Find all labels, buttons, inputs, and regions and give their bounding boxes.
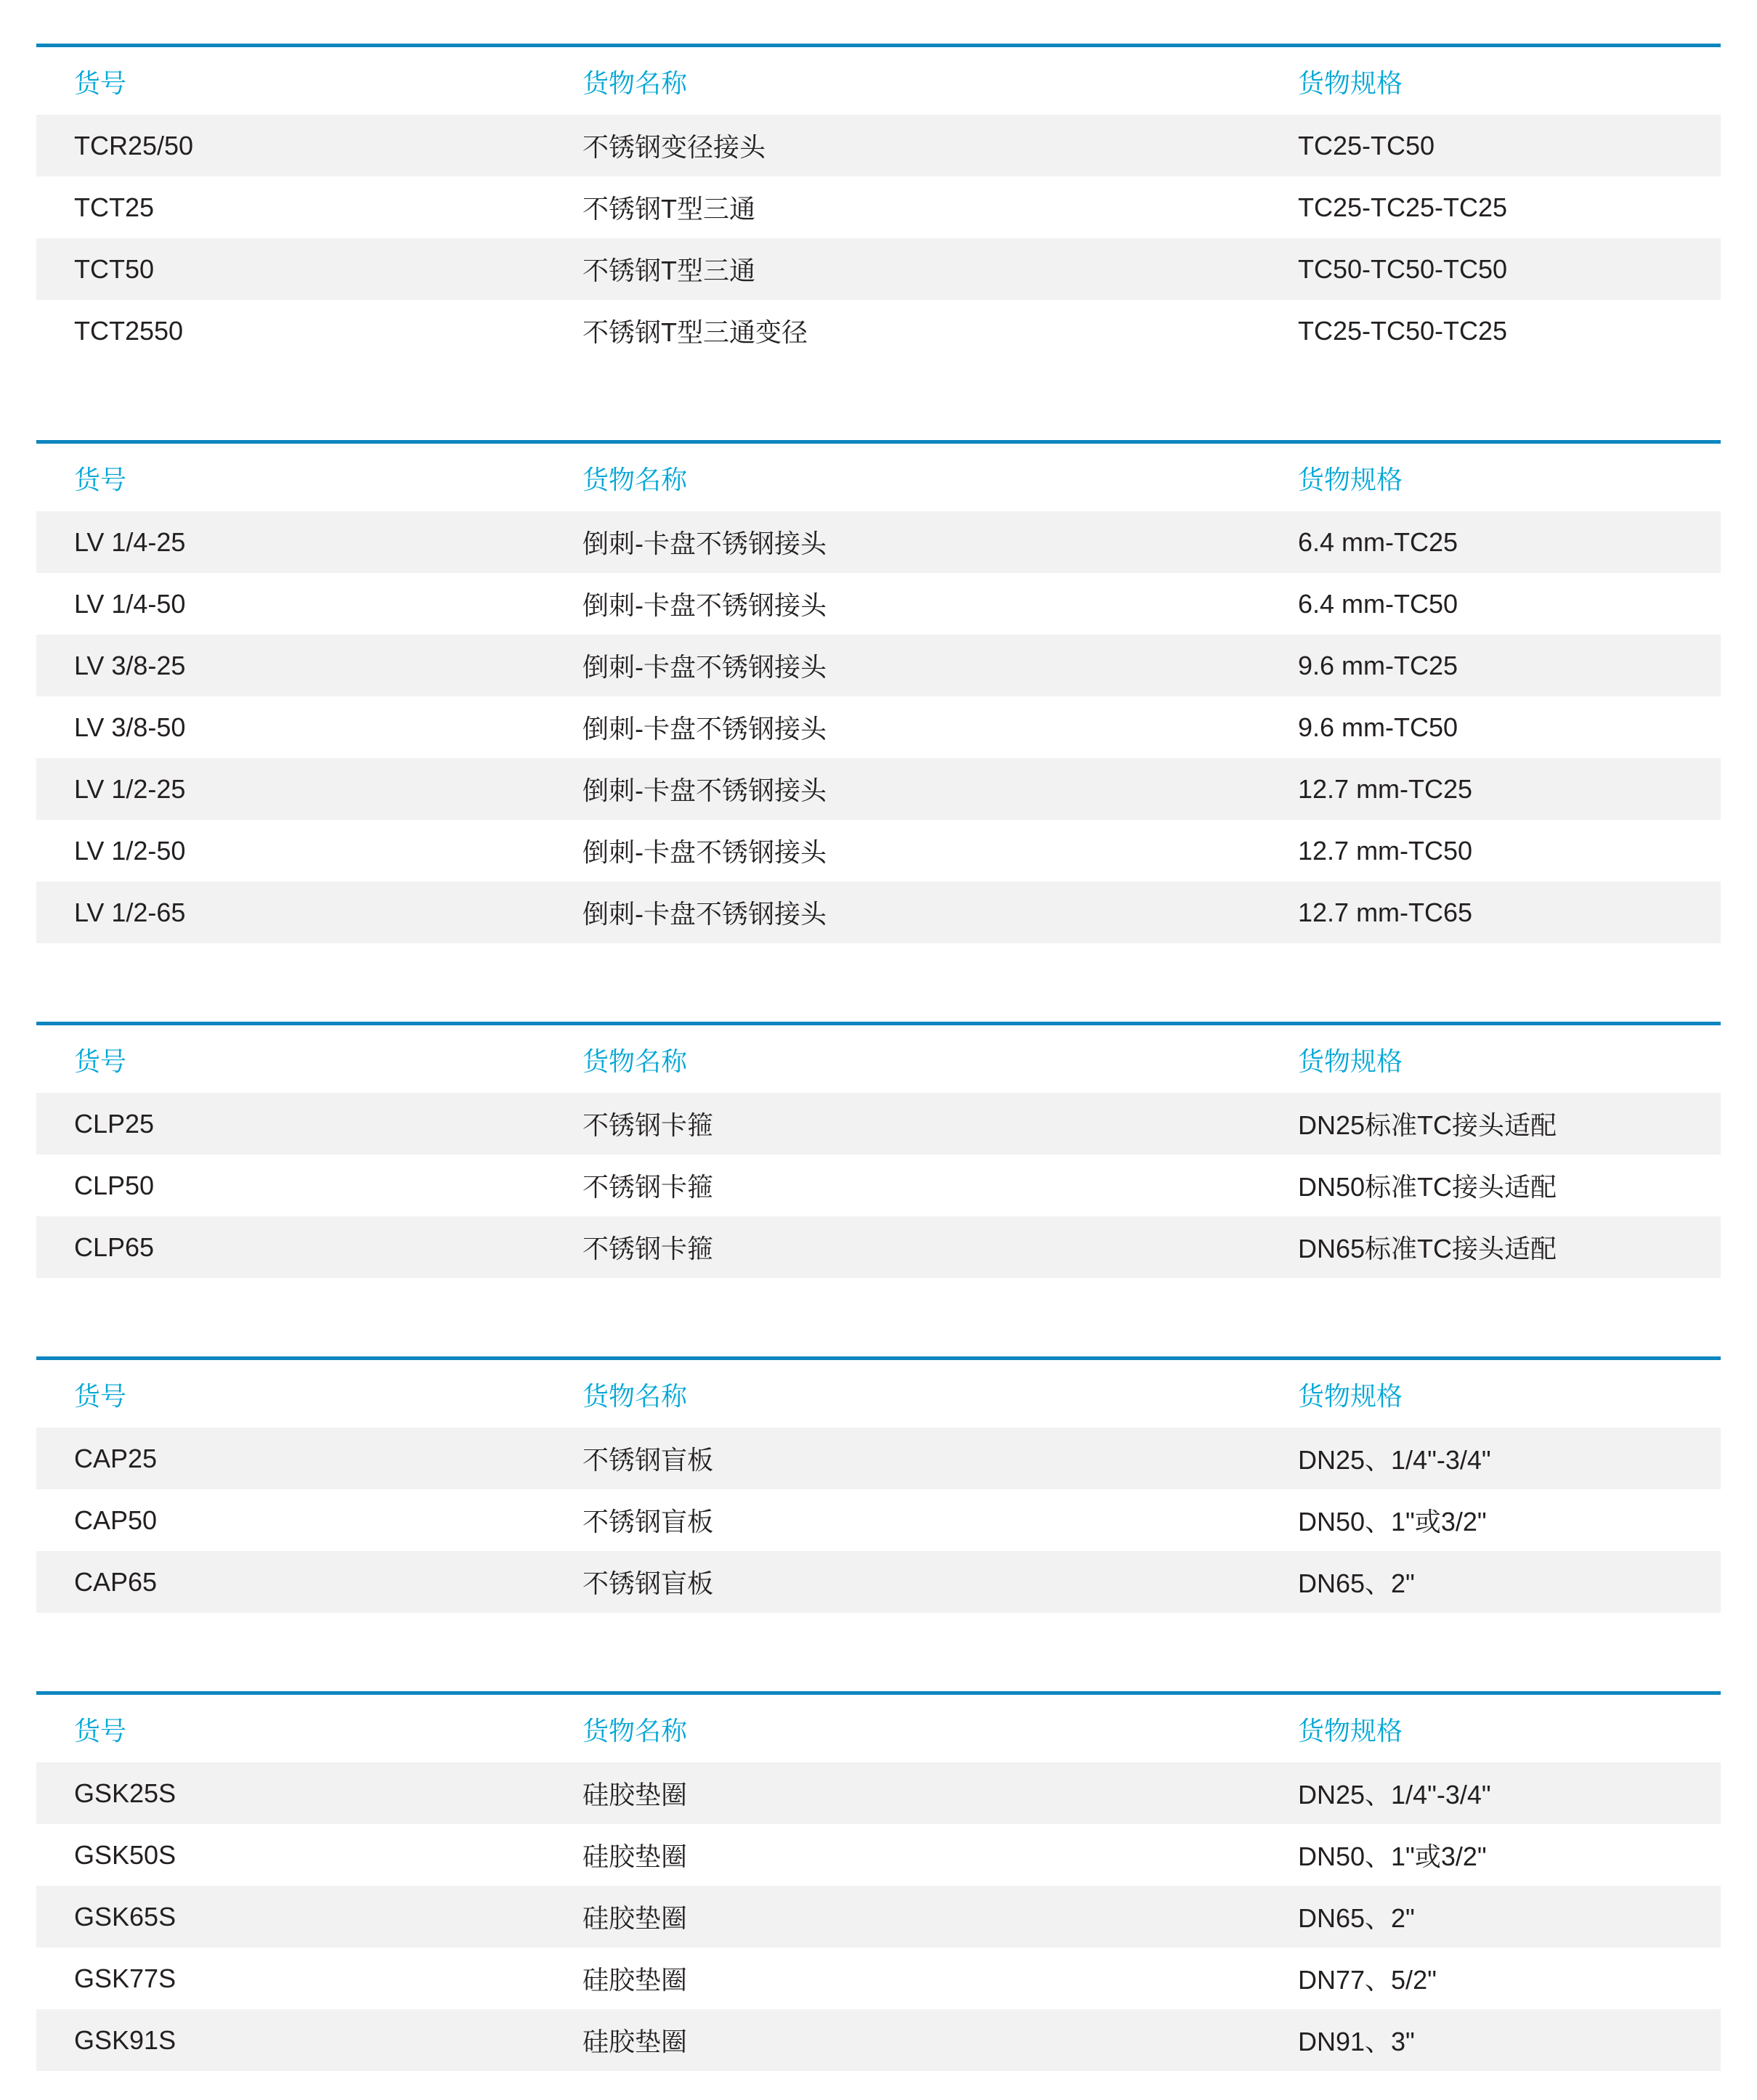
cell-item-name: 不锈钢卡箍: [545, 1155, 1260, 1216]
table-body: [36, 511, 1721, 943]
cell-item-name: 倒刺-卡盘不锈钢接头: [545, 573, 1260, 635]
cell-item-spec: 12.7 mm-TC50: [1260, 820, 1721, 882]
table-header: [36, 1691, 1721, 1762]
cell-item-spec: DN77、5/2": [1260, 1948, 1721, 2009]
column-header: 货物规格: [1260, 444, 1721, 511]
cell-item-spec: DN50标准TC接头适配: [1260, 1155, 1721, 1216]
cell-item-spec: 6.4 mm-TC25: [1260, 511, 1721, 573]
cell-item-code: GSK65S: [36, 1886, 545, 1948]
cell-item-spec: 9.6 mm-TC25: [1260, 635, 1721, 696]
cell-item-name: 倒刺-卡盘不锈钢接头: [545, 882, 1260, 943]
cell-item-name: 硅胶垫圈: [545, 1824, 1260, 1886]
column-header: 货号: [36, 1360, 545, 1428]
product-table: [36, 1022, 1721, 1278]
cell-item-code: GSK25S: [36, 1762, 545, 1824]
cell-item-name: 硅胶垫圈: [545, 1886, 1260, 1948]
table-header: [36, 440, 1721, 511]
column-header-row: [36, 444, 1721, 511]
table-block-blind-caps: [36, 1356, 1721, 1613]
column-header: 货物规格: [1260, 1025, 1721, 1093]
table-row: [36, 238, 1721, 300]
cell-item-name: 不锈钢T型三通变径: [545, 300, 1260, 362]
table-row: [36, 176, 1721, 238]
table-block-silicone-gaskets: [36, 1691, 1721, 2071]
column-header: 货物名称: [545, 1360, 1260, 1428]
table-row: [36, 1428, 1721, 1489]
cell-item-name: 不锈钢盲板: [545, 1489, 1260, 1551]
cell-item-code: TCT25: [36, 176, 545, 238]
cell-item-spec: DN65、2": [1260, 1551, 1721, 1613]
table-body: [36, 1093, 1721, 1278]
table-row: [36, 1551, 1721, 1613]
cell-item-name: 硅胶垫圈: [545, 2009, 1260, 2071]
cell-item-name: 倒刺-卡盘不锈钢接头: [545, 635, 1260, 696]
table-row: [36, 820, 1721, 882]
table-row: [36, 1762, 1721, 1824]
column-header: 货物规格: [1260, 1695, 1721, 1762]
table-row: [36, 1155, 1721, 1216]
cell-item-code: CLP50: [36, 1155, 545, 1216]
table-header: [36, 1356, 1721, 1428]
cell-item-name: 倒刺-卡盘不锈钢接头: [545, 758, 1260, 820]
cell-item-name: 不锈钢盲板: [545, 1551, 1260, 1613]
table-row: [36, 882, 1721, 943]
column-header: 货号: [36, 47, 545, 115]
cell-item-spec: DN50、1"或3/2": [1260, 1824, 1721, 1886]
cell-item-code: CLP25: [36, 1093, 545, 1155]
product-table: [36, 1691, 1721, 2071]
cell-item-code: TCR25/50: [36, 115, 545, 176]
table-header: [36, 1022, 1721, 1093]
cell-item-name: 硅胶垫圈: [545, 1948, 1260, 2009]
cell-item-name: 倒刺-卡盘不锈钢接头: [545, 696, 1260, 758]
table-body: [36, 1428, 1721, 1613]
cell-item-code: LV 1/2-25: [36, 758, 545, 820]
cell-item-spec: DN25、1/4"-3/4": [1260, 1428, 1721, 1489]
cell-item-code: GSK91S: [36, 2009, 545, 2071]
table-row: [36, 1093, 1721, 1155]
column-header-row: [36, 1695, 1721, 1762]
cell-item-code: TCT2550: [36, 300, 545, 362]
product-table: [36, 440, 1721, 943]
column-header: 货物规格: [1260, 1360, 1721, 1428]
tables-container: [36, 44, 1721, 2071]
table-row: [36, 1948, 1721, 2009]
cell-item-name: 倒刺-卡盘不锈钢接头: [545, 820, 1260, 882]
column-header: 货号: [36, 444, 545, 511]
cell-item-spec: 12.7 mm-TC25: [1260, 758, 1721, 820]
cell-item-code: TCT50: [36, 238, 545, 300]
table-block-clamps: [36, 1022, 1721, 1278]
column-header-row: [36, 47, 1721, 115]
table-body: [36, 1762, 1721, 2071]
cell-item-spec: 9.6 mm-TC50: [1260, 696, 1721, 758]
table-row: [36, 573, 1721, 635]
table-body: [36, 115, 1721, 362]
cell-item-code: LV 1/4-25: [36, 511, 545, 573]
cell-item-name: 倒刺-卡盘不锈钢接头: [545, 511, 1260, 573]
table-row: [36, 1216, 1721, 1278]
table-row: [36, 511, 1721, 573]
cell-item-spec: TC50-TC50-TC50: [1260, 238, 1721, 300]
column-header: 货号: [36, 1025, 545, 1093]
cell-item-name: 硅胶垫圈: [545, 1762, 1260, 1824]
product-table: [36, 44, 1721, 362]
cell-item-code: CAP25: [36, 1428, 545, 1489]
table-row: [36, 696, 1721, 758]
cell-item-code: LV 1/2-50: [36, 820, 545, 882]
cell-item-spec: 12.7 mm-TC65: [1260, 882, 1721, 943]
cell-item-spec: DN91、3": [1260, 2009, 1721, 2071]
table-header: [36, 44, 1721, 115]
table-row: [36, 635, 1721, 696]
cell-item-spec: DN50、1"或3/2": [1260, 1489, 1721, 1551]
column-header: 货物名称: [545, 444, 1260, 511]
table-row: [36, 1824, 1721, 1886]
table-row: [36, 2009, 1721, 2071]
table-row: [36, 115, 1721, 176]
column-header-row: [36, 1360, 1721, 1428]
table-row: [36, 1886, 1721, 1948]
cell-item-code: LV 3/8-25: [36, 635, 545, 696]
cell-item-name: 不锈钢卡箍: [545, 1093, 1260, 1155]
cell-item-spec: 6.4 mm-TC50: [1260, 573, 1721, 635]
column-header: 货物名称: [545, 1025, 1260, 1093]
cell-item-code: CLP65: [36, 1216, 545, 1278]
cell-item-code: GSK50S: [36, 1824, 545, 1886]
column-header: 货号: [36, 1695, 545, 1762]
column-header: 货物名称: [545, 47, 1260, 115]
cell-item-spec: DN25标准TC接头适配: [1260, 1093, 1721, 1155]
table-block-barb-clamp-adapters: [36, 440, 1721, 943]
cell-item-name: 不锈钢变径接头: [545, 115, 1260, 176]
cell-item-spec: DN65、2": [1260, 1886, 1721, 1948]
table-row: [36, 300, 1721, 362]
table-row: [36, 758, 1721, 820]
cell-item-spec: TC25-TC50: [1260, 115, 1721, 176]
cell-item-code: LV 1/2-65: [36, 882, 545, 943]
cell-item-name: 不锈钢T型三通: [545, 238, 1260, 300]
cell-item-code: CAP65: [36, 1551, 545, 1613]
cell-item-spec: DN25、1/4"-3/4": [1260, 1762, 1721, 1824]
column-header-row: [36, 1025, 1721, 1093]
cell-item-spec: TC25-TC25-TC25: [1260, 176, 1721, 238]
column-header: 货物规格: [1260, 47, 1721, 115]
cell-item-spec: TC25-TC50-TC25: [1260, 300, 1721, 362]
cell-item-code: LV 1/4-50: [36, 573, 545, 635]
table-block-fittings-reducer-tee: [36, 44, 1721, 362]
cell-item-name: 不锈钢卡箍: [545, 1216, 1260, 1278]
cell-item-code: LV 3/8-50: [36, 696, 545, 758]
cell-item-code: GSK77S: [36, 1948, 545, 2009]
cell-item-spec: DN65标准TC接头适配: [1260, 1216, 1721, 1278]
product-table: [36, 1356, 1721, 1613]
cell-item-code: CAP50: [36, 1489, 545, 1551]
cell-item-name: 不锈钢盲板: [545, 1428, 1260, 1489]
table-row: [36, 1489, 1721, 1551]
column-header: 货物名称: [545, 1695, 1260, 1762]
cell-item-name: 不锈钢T型三通: [545, 176, 1260, 238]
